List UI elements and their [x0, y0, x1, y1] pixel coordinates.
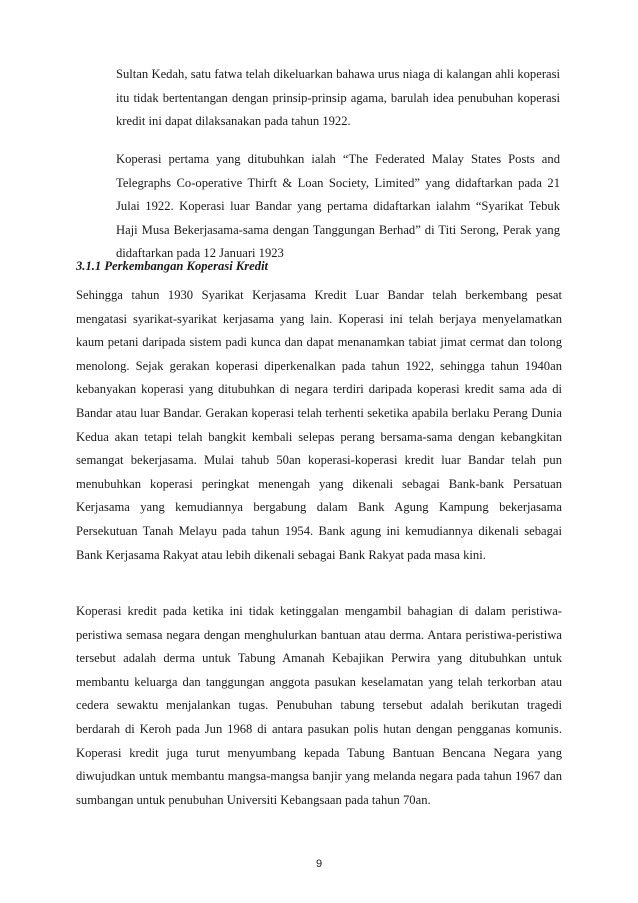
paragraph-fatwa-kedah: Sultan Kedah, satu fatwa telah dikeluarkan bahawa urus niaga di kalangan ahli koperasi itu tidak bertentangan dengan prinsip-prinsip agama, barulah idea penubuhan koperasi kredit ini dapat dilaksanakan pada tahun 1922.	[116, 67, 560, 129]
section-heading: 3.1.1 Perkembangan Koperasi Kredit	[76, 259, 269, 273]
paragraph-credit-development: Sehingga tahun 1930 Syarikat Kerjasama Kredit Luar Bandar telah berkembang pesat mengatasi syarikat-syarikat kerjasama yang lain. Koperasi ini telah berjaya menyelamatkan kaum petani daripada sistem padi kunca dan dapat menanamkan tabiat jimat cermat dan tolong menolong. Sejak gerakan koperasi diperkenalkan pada tahun 1922, sehingga tahun 1940an kebanyakan koperasi yang ditubuhkan di negara terdiri daripada koperasi kredit sama ada di Bandar atau luar Bandar. Gerakan koperasi telah terhenti seketika apabila berlaku Perang Dunia Kedua akan tetapi telah bangkit kembali selepas perang bersama-sama dengan kebangkitan semangat bekerjasama. Mulai tahub 50an koperasi-koperasi kredit luar Bandar telah pun menubuhkan koperasi peringkat menengah yang dikenali sebagai Bank-bank Persatuan Kerjasama yang kemudiannya bergabung dalam Bank Agung Kampung bekerjasama Persekutuan Tanah Melayu pada tahun 1954. Bank agung ini kemudiannya dikenali sebagai Bank Kerjasama Rakyat atau lebih dikenali sebagai Bank Rakyat pada masa kini.	[76, 288, 562, 562]
paragraph-credit-contributions: Koperasi kredit pada ketika ini tidak ketinggalan mengambil bahagian di dalam peristiwa-peristiwa semasa negara dengan menghulurkan bantuan atau derma. Antara peristiwa-peristiwa tersebut adalah derma untuk Tabung Amanah Kebajikan Perwira yang ditubuhkan untuk membantu keluarga dan tanggungan anggota pasukan keselamatan yang telah terkorban atau cedera sewaktu menjalankan tugas. Penubuhan tabung tersebut adalah berikutan tragedi berdarah di Keroh pada Jun 1968 di antara pasukan polis hutan dengan pengganas komunis. Koperasi kredit juga turut menyumbang kepada Tabung Bantuan Bencana Negara yang diwujudkan untuk membantu mangsa-mangsa banjir yang melanda negara pada tahun 1967 dan sumbangan untuk penubuhan Universiti Kebangsaan pada tahun 70an.	[76, 604, 562, 807]
paragraph-first-cooperative: Koperasi pertama yang ditubuhkan ialah “The Federated Malay States Posts and Telegraphs Co-operative Thirft & Loan Society, Limited” yang didaftarkan pada 21 Julai 1922. Koperasi luar Bandar yang pertama didaftarkan ialahm “Syarikat Tebuk Haji Musa Bekerjasama-sama dengan Tanggungan Berhad” di Titi Serong, Perak yang didaftarkan pada 12 Januari 1923	[116, 152, 560, 261]
page-number: 9	[315, 858, 323, 870]
